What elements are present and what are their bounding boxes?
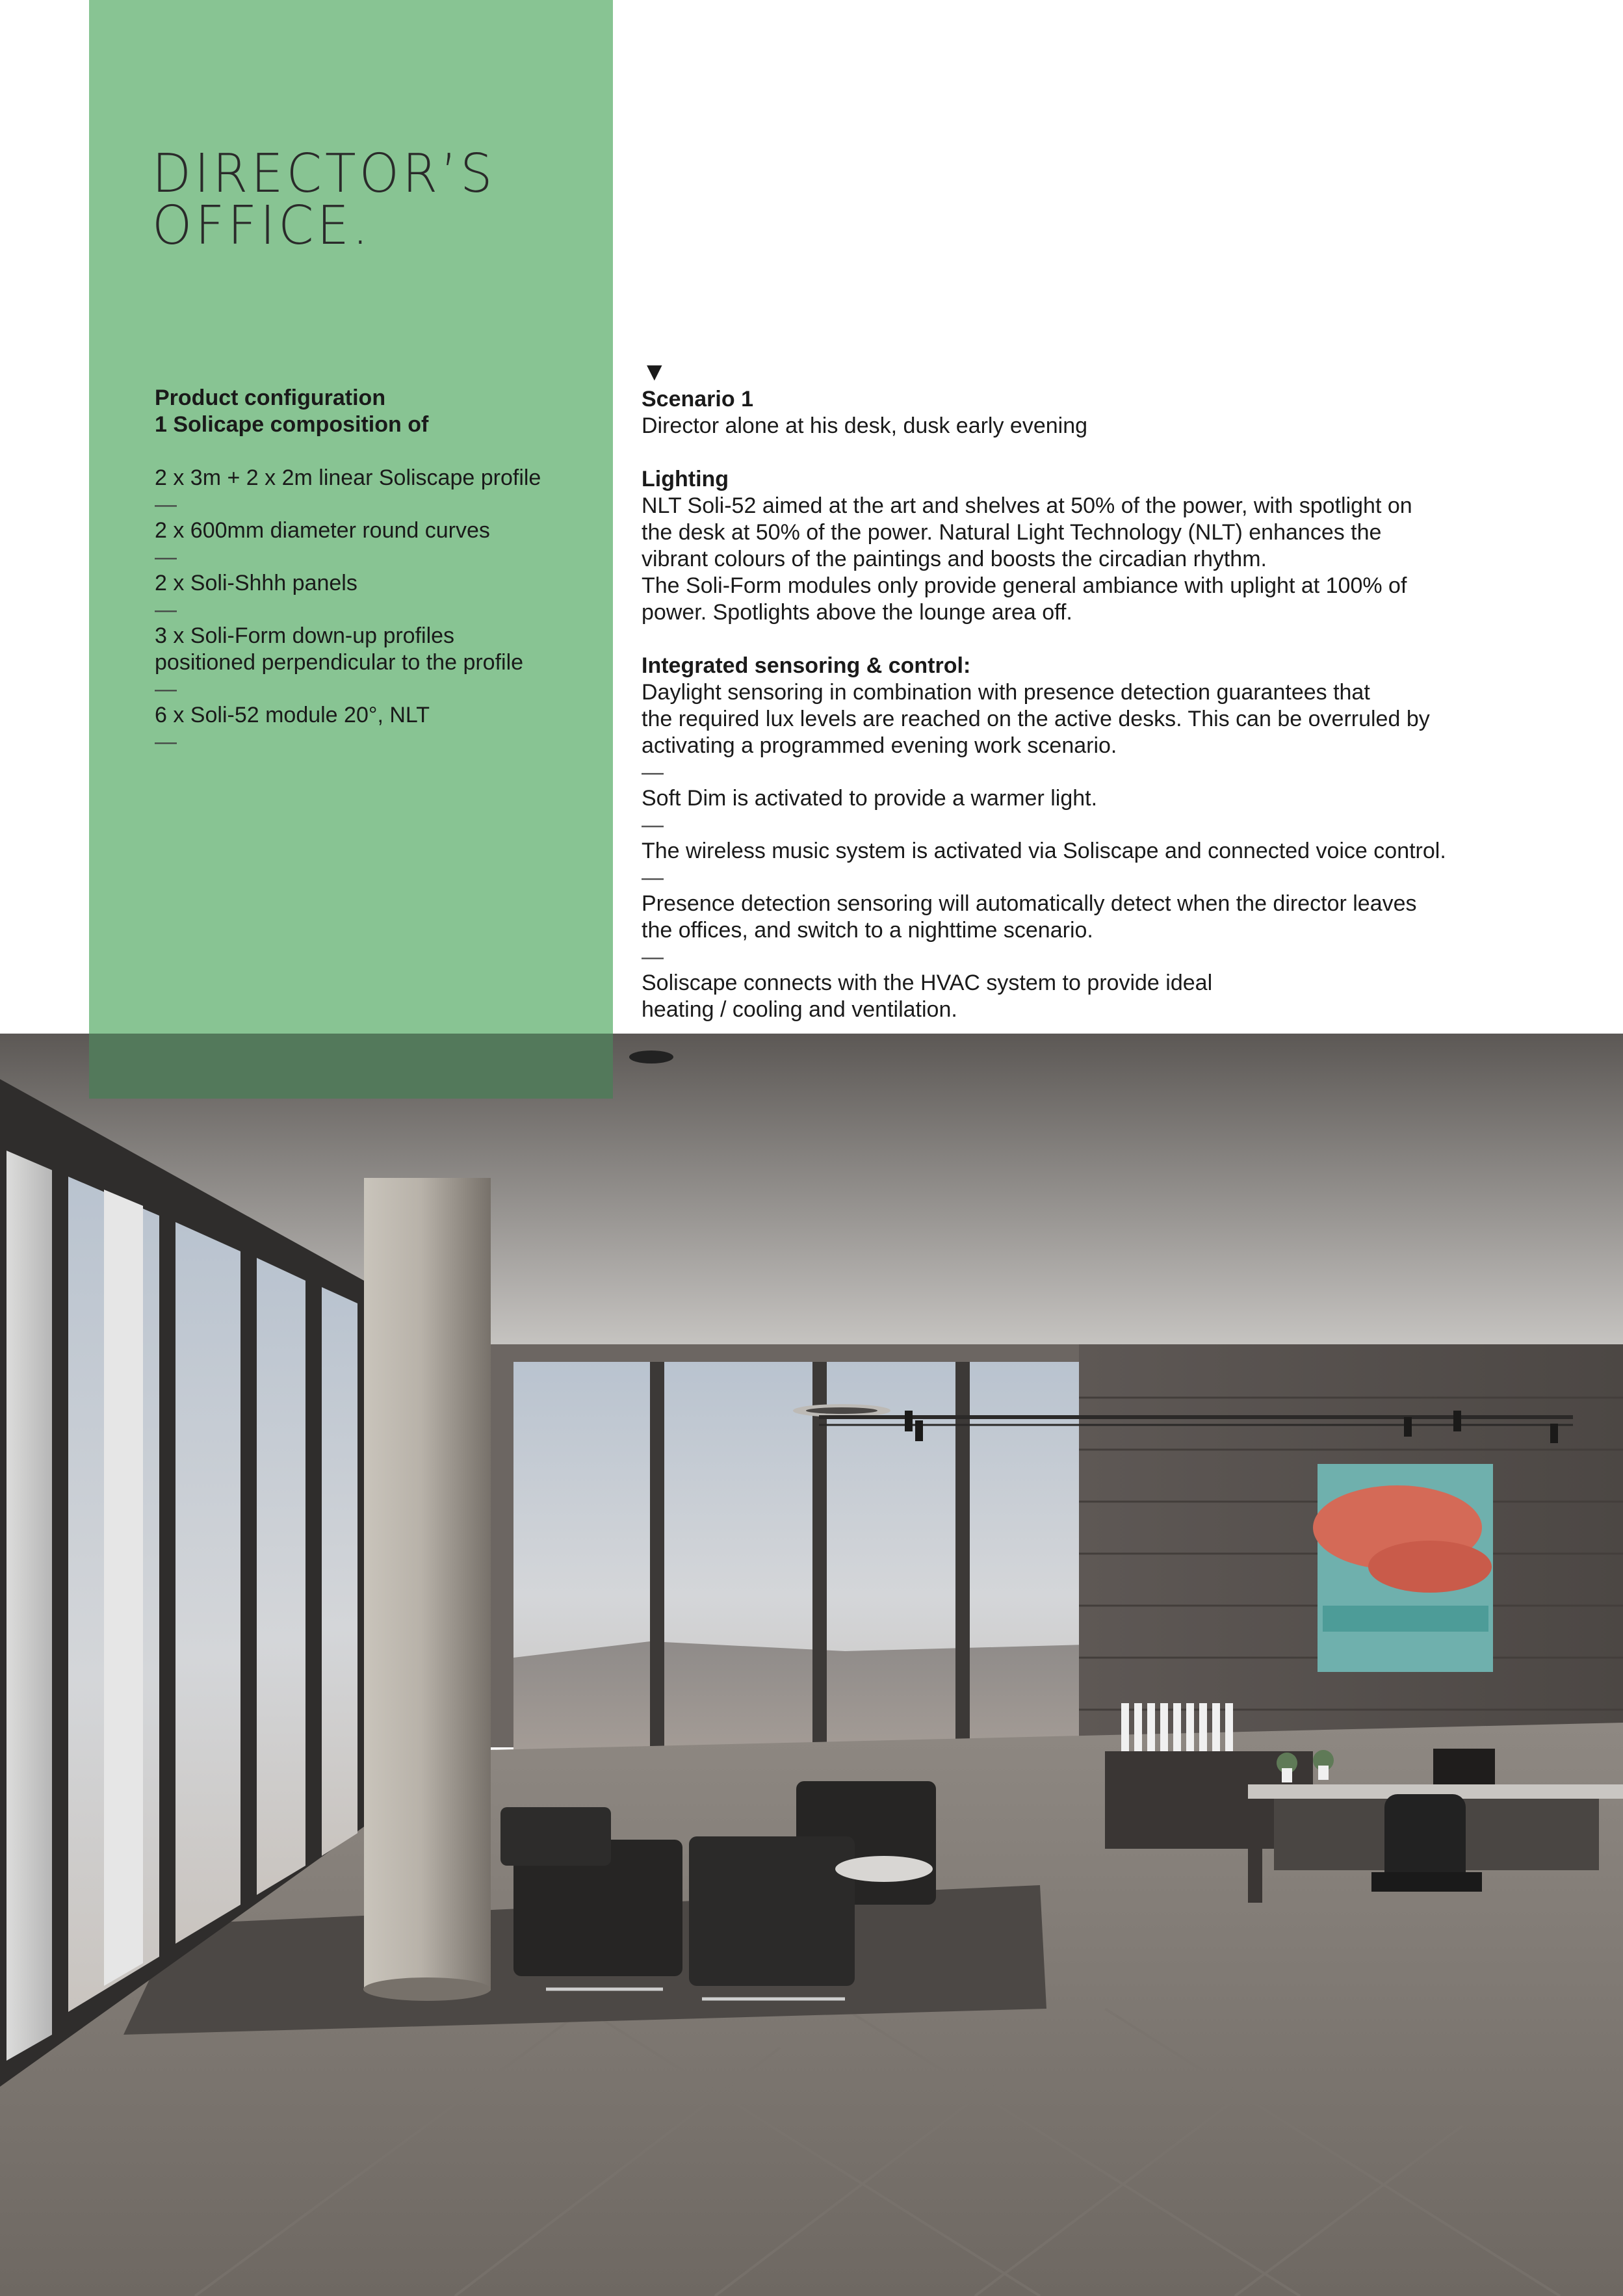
sensoring-line: the offices, and switch to a nighttime scenario. [642,918,1093,943]
lighting-line: the desk at 50% of the power. Natural Light Technology (NLT) enhances the [642,520,1382,545]
product-configuration [155,385,597,755]
configuration-subheading: 1 Solicape composition of [155,412,429,437]
sensoring-line: activating a programmed evening work scenario. [642,733,1117,758]
title-panel [89,0,613,1099]
sensoring-line: heating / cooling and ventilation. [642,997,957,1022]
lighting-heading: Lighting [642,467,729,491]
configuration-heading: Product configuration [155,385,386,410]
sensoring-line: The wireless music system is activated via Soliscape and connected voice control. [642,839,1446,863]
triangle-marker-icon: ▼ [642,358,668,386]
separator: — [155,677,177,701]
page-title [152,143,496,257]
sensoring-line: the required lux levels are reached on the active desks. This can be overruled by [642,707,1430,731]
config-item: 2 x Soli-Shhh panels [155,571,357,595]
office-interior-photo [0,1034,1623,2296]
lighting-line: The Soli-Form modules only provide general ambiance with uplight at 100% of [642,573,1407,598]
config-item: 2 x 3m + 2 x 2m linear Soliscape profile [155,465,541,490]
separator: — [642,945,664,969]
lighting-line: power. Spotlights above the lounge area off. [642,600,1072,625]
page-title-line-2: OFFICE. [152,195,372,257]
lighting-line: NLT Soli-52 aimed at the art and shelves at 50% of the power, with spotlight on [642,493,1412,518]
sensoring-line: Soft Dim is activated to provide a warmer light. [642,786,1098,811]
sensoring-line: Daylight sensoring in combination with presence detection guarantees that [642,680,1370,705]
separator: — [155,545,177,569]
lighting-line: vibrant colours of the paintings and boosts the circadian rhythm. [642,547,1267,571]
config-item: 6 x Soli-52 module 20°, NLT [155,703,430,727]
scenario-description [642,358,1591,1023]
sensoring-line: Soliscape connects with the HVAC system to provide ideal [642,971,1213,995]
config-item: 3 x Soli-Form down-up profiles [155,623,455,648]
separator: — [642,865,664,890]
scenario-subtitle: Director alone at his desk, dusk early evening [642,413,1088,438]
separator: — [155,492,177,517]
config-item: 2 x 600mm diameter round curves [155,518,490,543]
sensoring-line: Presence detection sensoring will automatically detect when the director leaves [642,891,1417,916]
sensoring-heading: Integrated sensoring & control: [642,653,971,678]
page-title-line-1: DIRECTOR’S [152,143,496,205]
separator: — [642,760,664,785]
scenario-title: Scenario 1 [642,387,753,411]
separator: — [155,597,177,622]
config-item-continued: positioned perpendicular to the profile [155,650,524,675]
separator: — [155,729,177,754]
separator: — [642,813,664,837]
